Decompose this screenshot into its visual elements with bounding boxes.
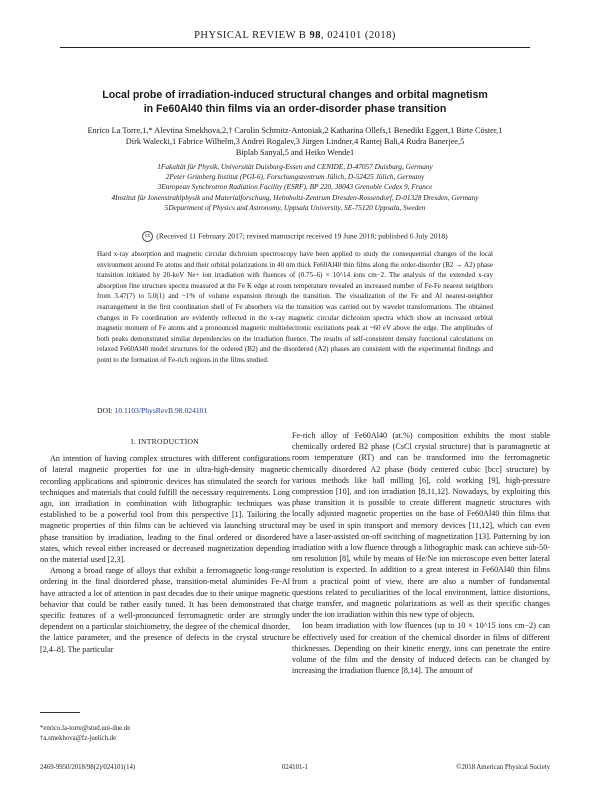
title-line-1: Local probe of irradiation-induced structural changes and orbital magnetism	[102, 89, 488, 101]
affiliation-list	[40, 162, 550, 213]
footer-page-number: 024101-1	[281, 764, 309, 771]
footnotes	[40, 724, 130, 744]
affiliation-1: 1Fakultät für Physik, Universität Duisburg-Essen und CENIDE, D-47057 Duisburg, Germany	[157, 162, 433, 171]
received-text: (Received 11 February 2017; revised manuscript received 19 June 2018; published 6 July 2018)	[156, 231, 448, 241]
footnote-rule	[40, 712, 80, 713]
left-column	[40, 436, 290, 655]
intro-paragraph-1: An intention of having complex structures with different configurations of lateral magnetic properties for use in ultra-high-density magnetic recording applications and spintronic devices has stimulated the search for techniques and materials that could fulfill the necessary requirements. Long ago, ion irradiation in combination with lithographic techniques was established to be a powerful tool from this perspective [1]. Tailoring the magnetic properties of thin films can be achieved via launching structural phase transition by irradiation, leading to the final ordered or disordered states, which reveal either increased or decreased magnetization depending on the material used [2,3].	[40, 454, 290, 565]
intro-paragraph-3: Fe-rich alloy of Fe60Al40 (at.%) composition exhibits the most stable chemically ordered B2 phase (CsCl crystal structure) that is paramagnetic at room temperature (RT) and can be transformed into the ferromagnetic chemically disordered A2 phase (body centered cubic [bcc] structure) by various methods like ball milling [6], cold working [9], high-pressure compression [10], and ion irradiation [8,11,12]. Nowadays, by exploiting this phase transition it is possible to create different magnetic structures with locally adjusted magnetic properties on the base of Fe60Al40 thin films that may be used in spin transport and memory devices [11,12], which can even have a laser-assisted on-off switching of magnetization [13]. Patterning by ion irradiation with a low fluence through a lithographic mask can achieve sub-50-nm resolution [8], while by means of He/Ne ion microscope even better lateral resolution is expected. In addition to a great interest in Fe60Al40 thin films from a practical point of view, there are also a number of fundamental questions related to peculiarities of the local environment, lattice distortions, charge transfer, and magnetic polarizations as well as their specific changes under the ion irradiation within this new type of objects.	[292, 431, 550, 620]
journal-volume: 98	[309, 30, 322, 41]
article-reference: , 024101 (2018)	[321, 30, 396, 41]
right-column	[292, 430, 550, 676]
footnote-email-1[interactable]: *enrico.la-torre@stud.uni-due.de	[40, 725, 131, 732]
affiliation-4: 4Institut für Ionenstrahlphysik und Materialforschung, Helmholtz-Zentrum Dresden-Rossendorf, D-01328 Dresden, Germany	[111, 192, 479, 202]
abstract: Hard x-ray absorption and magnetic circular dichroism spectroscopy have been applied to study the consequential changes of the local environment around Fe atoms and their orbital polarizations in 40 nm thick Fe60Al40 thin films along the order-disorder (B2 → A2) phase transition initiated by 20-keV Ne+ ion irradiation with fluences of (0.75–6) × 10^14 ions cm−2. The analysis of the extended x-ray absorption fine structure spectra measured at the Fe K edge at room temperature revealed an increased number of Fe-Fe nearest neighbors from 3.47(7) to 5.0(1) and ~1% of volume expansion through the transition. The visualization of the Fe and Al nearest-neighbor rearrangement in the first coordination shell of Fe absorbers via the transition was carried out by wavelet transformations. The obtained changes in Fe coordination are evidently reflected in the x-ray magnetic circular dichroism spectra which show an increased orbital magnetic moment of Fe atoms and a pronounced magnetic multielectronic excitations peak at ~60 eV above the edge. The amplitudes of both peaks demonstrated similar dependencies on the irradiation fluence. The results of self-consistent density functional calculations on relaxed Fe60Al40 model structures for the ordered (B2) and the disordered (A2) phases are consistent with the experimental findings and point to the formation of Fe-rich regions in the films studied.	[97, 250, 493, 364]
title-line-2: in Fe60Al40 thin films via an order-disorder phase transition	[143, 103, 447, 115]
affiliation-3: 3European Synchrotron Radiation Facility (ESRF), BP 220, 38043 Grenoble Cedex 9, France	[157, 182, 433, 192]
paper-title	[60, 88, 530, 116]
doi-line	[97, 406, 207, 415]
author-line-1: Enrico La Torre,1,* Alevtina Smekhova,2,† Carolin Schmitz-Antoniak,2 Katharina Ollefs,1 Benedikt Eggert,1 Birte Cöster,1	[87, 126, 503, 135]
intro-paragraph-2: Among a broad range of alloys that exhibit a ferromagnetic long-range ordering in the final disordered phase, transition-metal aluminides Fe-Al have attracted a lot of attention in past decades due to their unique magnetic behavior that could be rather easily tuned. It has been demonstrated that specific features of a well-pronounced ferromagnetic order are strongly dependent on a particular stoichiometry, the degree of the chemical disorder, the lattice parameter, and the presence of defects in the crystal structure [2,4–8]. The particular	[40, 566, 290, 654]
received-dates	[60, 231, 530, 242]
section-heading-introduction: I. INTRODUCTION	[130, 437, 200, 446]
footnote-email-2[interactable]: †a.smekhova@fz-juelich.de	[40, 735, 117, 742]
footer-issn: 2469-9950/2018/98(2)/024101(14)	[40, 764, 136, 771]
doi-label: DOI:	[97, 406, 115, 415]
doi-link[interactable]: 10.1103/PhysRevB.98.024101	[114, 406, 208, 415]
author-line-3: Biplab Sanyal,5 and Heiko Wende1	[235, 148, 355, 157]
affiliation-2: 2Peter Grünberg Institut (PGI-6), Forschungszentrum Jülich, D-52425 Jülich, Germany	[165, 172, 425, 182]
author-list	[40, 125, 550, 158]
footer-copyright: ©2018 American Physical Society	[456, 764, 550, 771]
affiliation-5: 5Department of Physics and Astronomy, Uppsala University, SE-75120 Uppsala, Sweden	[164, 202, 426, 212]
intro-paragraph-4: Ion beam irradiation with low fluences (up to 10 × 10^15 ions cm−2) can be effectively used for creation of the chemical disorder in films of different thicknesses. Depending on their kinetic energy, ions can penetrate the entire volume of the film and the density of induced defects can be changed by increasing the irradiation fluence [8,14]. The amount of	[292, 621, 550, 676]
author-line-2: Dirk Walecki,1 Fabrice Wilhelm,3 Andrei Rogalev,3 Jürgen Lindner,4 Rantej Bali,4 Rudra Banerjee,5	[125, 137, 465, 146]
open-access-badge-icon: cc	[142, 231, 153, 242]
journal-header	[0, 30, 590, 41]
header-rule	[60, 47, 530, 48]
journal-name: PHYSICAL REVIEW B	[194, 30, 307, 41]
